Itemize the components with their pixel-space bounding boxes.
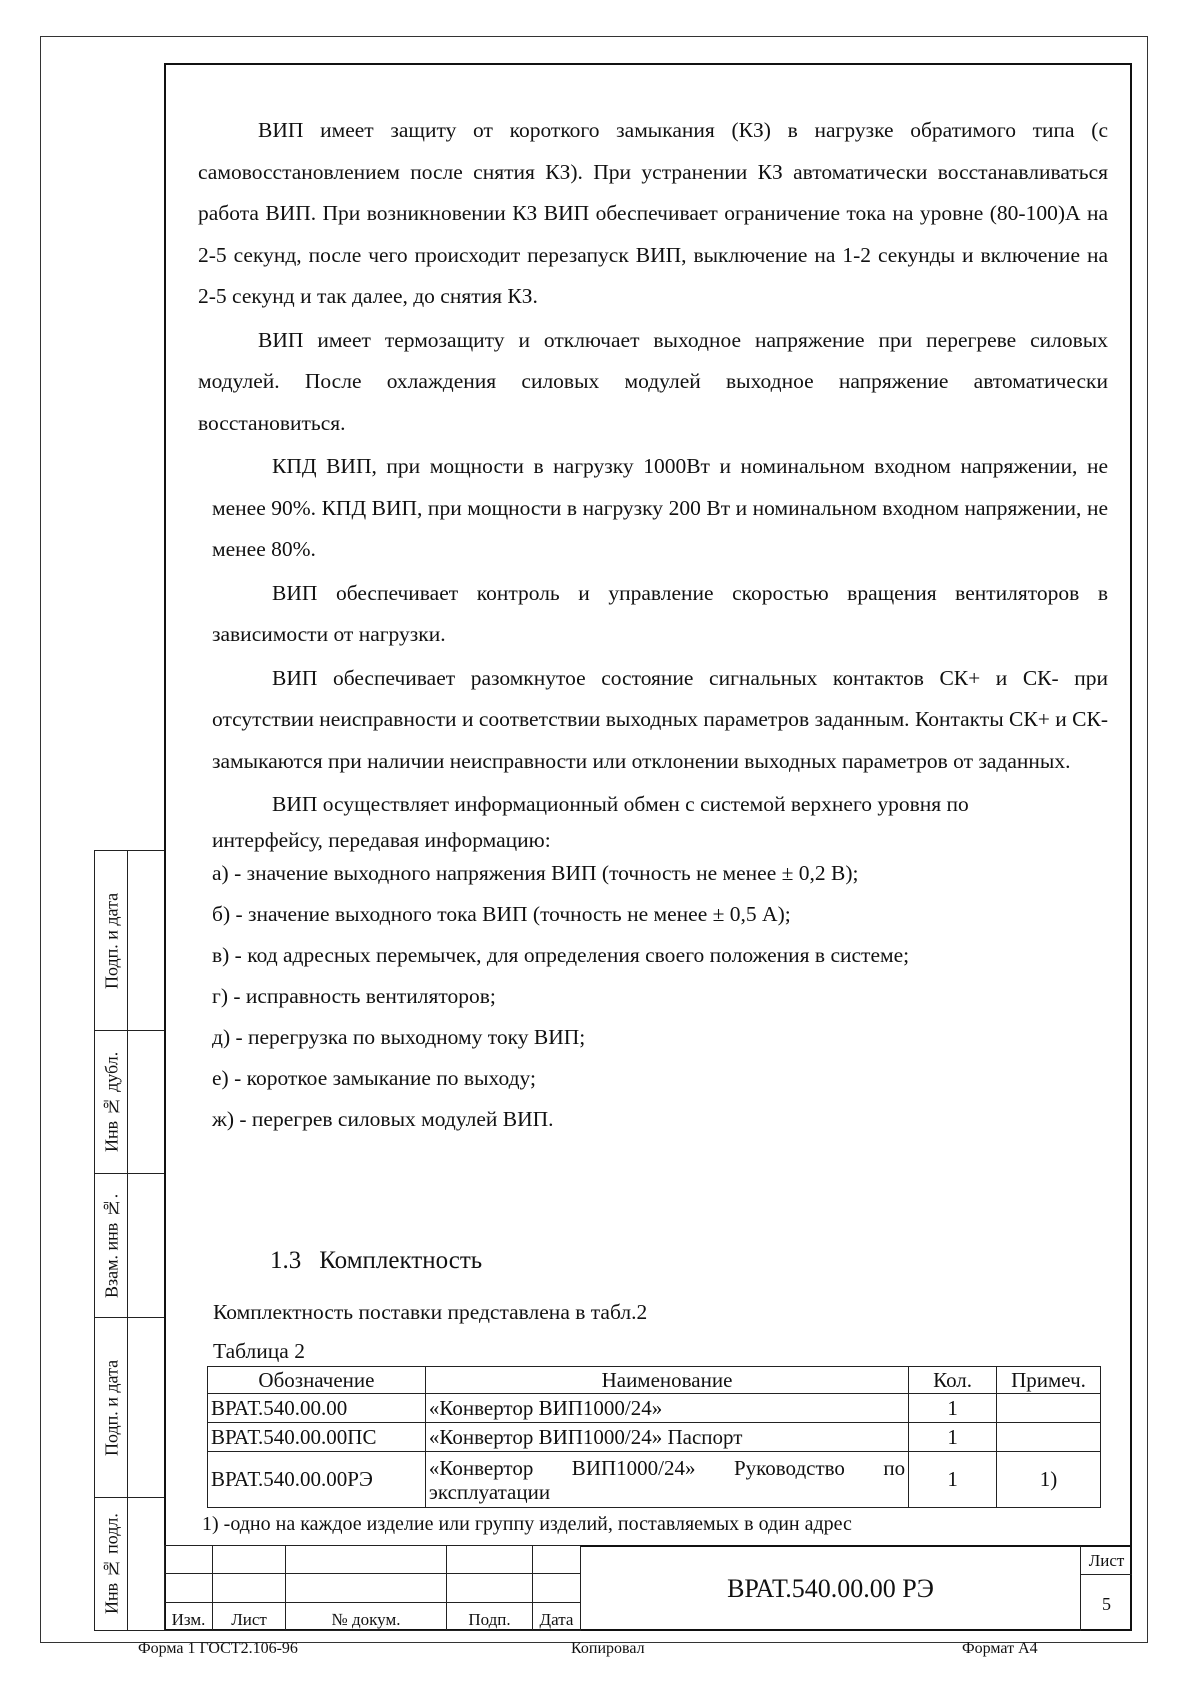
cell-quantity: 1	[909, 1394, 997, 1423]
form-standard: Форма 1 ГОСТ2.106-96	[138, 1640, 298, 1657]
form-copied: Копировал	[571, 1640, 645, 1657]
header-designation: Обозначение	[208, 1367, 426, 1394]
components-table	[207, 1366, 1101, 1508]
paragraph-data-exchange: ВИП осуществляет информационный обмен с системой верхнего уровня по	[272, 792, 969, 816]
list-item: г) - исправность вентиляторов;	[212, 983, 496, 1008]
side-label: Взам. инв №.	[101, 1193, 122, 1298]
form-format: Формат А4	[962, 1640, 1038, 1657]
cell-quantity: 1	[909, 1452, 997, 1508]
title-block	[164, 1545, 1132, 1631]
list-item: д) - перегрузка по выходному току ВИП;	[212, 1024, 586, 1049]
table-row	[208, 1394, 1101, 1423]
cell-note	[997, 1423, 1101, 1452]
side-cell-duplicate-inv	[94, 1030, 164, 1173]
list-item: е) - короткое замыкание по выходу;	[212, 1065, 536, 1090]
cell-designation: ВРАТ.540.00.00	[208, 1394, 426, 1423]
cell-quantity: 1	[909, 1423, 997, 1452]
list-item: а) - значение выходного напряжения ВИП (точность не менее ± 0,2 В);	[212, 860, 859, 885]
cell-designation: ВРАТ.540.00.00ПС	[208, 1423, 426, 1452]
cell-name: «Конвертор ВИП1000/24» Руководство по эксплуатации	[425, 1452, 908, 1508]
col-date: Дата	[533, 1602, 581, 1630]
table-caption: Таблица 2	[213, 1339, 305, 1363]
sheet-number: 5	[1102, 1594, 1111, 1614]
table-row	[208, 1423, 1101, 1452]
side-label: Инв № подл.	[101, 1513, 122, 1615]
side-label: Подп. и дата	[101, 1359, 122, 1456]
list-item: б) - значение выходного тока ВИП (точность не менее ± 0,5 А);	[212, 901, 791, 926]
paragraph-fan-control: ВИП обеспечивает контроль и управление скоростью вращения вентиляторов в зависимости от нагрузки.	[212, 580, 1108, 646]
title-block-revisions	[164, 1545, 581, 1631]
side-stamp-strip	[94, 850, 164, 1631]
col-signature: Подп.	[447, 1602, 533, 1630]
section-title: Комплектность	[319, 1247, 483, 1274]
side-cell-original-inv	[94, 1497, 164, 1631]
table-row	[208, 1452, 1101, 1508]
side-cell-signature-date	[94, 850, 164, 1030]
header-name: Наименование	[425, 1367, 908, 1394]
side-cell-signature-date	[94, 1317, 164, 1497]
table-intro: Комплектность поставки представлена в табл.2	[213, 1300, 648, 1324]
cell-note	[997, 1394, 1101, 1423]
section-number: 1.3	[270, 1247, 302, 1274]
list-intro: интерфейсу, передавая информацию:	[212, 827, 551, 852]
cell-name: «Конвертор ВИП1000/24»	[425, 1394, 908, 1423]
table-header-row	[208, 1367, 1101, 1394]
footnote: 1) -одно на каждое изделие или группу изделий, поставляемых в один адрес	[202, 1513, 852, 1535]
document-body	[198, 110, 1108, 1140]
paragraph-efficiency: КПД ВИП, при мощности в нагрузку 1000Вт и номинальном входном напряжении, не менее 90%. КПД ВИП, при мощности в нагрузку 200 Вт и номинальном входном напряжении, не менее 80%.	[212, 454, 1108, 561]
side-label: Инв № дубл.	[101, 1051, 122, 1153]
cell-note: 1)	[997, 1452, 1101, 1508]
header-note: Примеч.	[997, 1367, 1101, 1394]
cell-designation: ВРАТ.540.00.00РЭ	[208, 1452, 426, 1508]
info-list	[212, 853, 1108, 1140]
side-cell-replaced-inv	[94, 1173, 164, 1317]
sheet-label: Лист	[1081, 1547, 1132, 1575]
list-item: в) - код адресных перемычек, для определения своего положения в системе;	[212, 942, 910, 967]
header-quantity: Кол.	[909, 1367, 997, 1394]
paragraph-thermal-protection: ВИП имеет термозащиту и отключает выходное напряжение при перегреве силовых модулей. После охлаждения силовых модулей выходное напряжение автоматически восстановиться.	[198, 327, 1108, 435]
sheet-box	[1080, 1545, 1132, 1631]
list-item: ж) - перегрев силовых модулей ВИП.	[212, 1106, 554, 1131]
col-change: Изм.	[165, 1602, 213, 1630]
section-heading	[270, 1247, 482, 1275]
col-document-number: № докум.	[286, 1602, 447, 1630]
paragraph-signal-contacts: ВИП обеспечивает разомкнутое состояние сигнальных контактов СК+ и СК- при отсутствии неисправности и соответствии выходных параметров заданным. Контакты СК+ и СК- замыкаются при наличии неисправности или отклонении выходных параметров от заданных.	[212, 665, 1108, 773]
title-block-header-row	[165, 1602, 581, 1630]
col-sheet: Лист	[213, 1602, 286, 1630]
cell-name: «Конвертор ВИП1000/24» Паспорт	[425, 1423, 908, 1452]
document-code: ВРАТ.540.00.00 РЭ	[580, 1545, 1080, 1631]
side-label: Подп. и дата	[101, 892, 122, 989]
paragraph-short-circuit: ВИП имеет защиту от короткого замыкания (КЗ) в нагрузке обратимого типа (с самовосстановлением после снятия КЗ). При устранении КЗ автоматически восстанавливаться работа ВИП. При возникновении КЗ ВИП обеспечивает ограничение тока на уровне (80-100)А на 2-5 секунд, после чего происходит перезапуск ВИП, выключение на 1-2 секунды и включение на 2-5 секунд и так далее, до снятия КЗ.	[198, 118, 1108, 308]
